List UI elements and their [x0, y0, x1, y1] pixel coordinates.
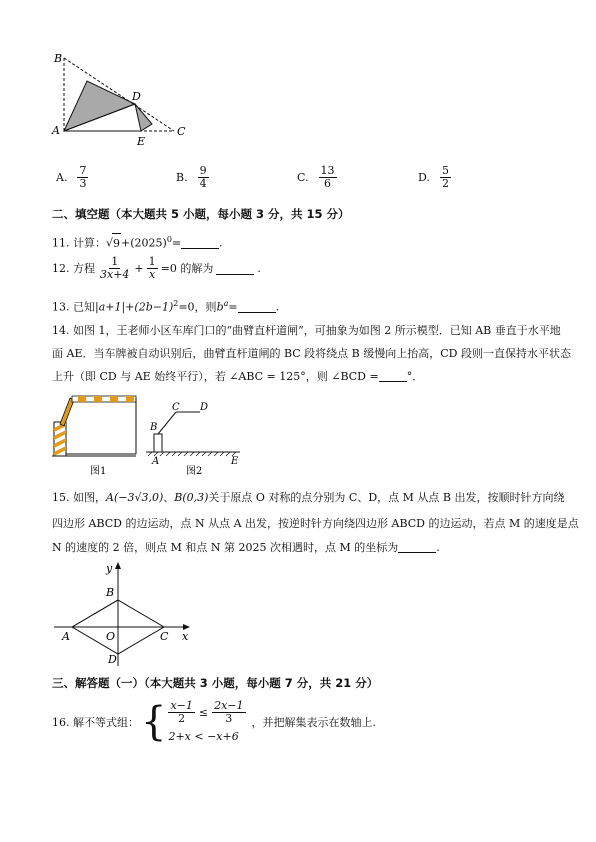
question-15-line-3	[52, 538, 440, 557]
q12-prefix: 12. 方程	[52, 261, 95, 275]
option-c[interactable]	[297, 165, 337, 189]
question-16	[52, 700, 376, 743]
question-13	[52, 294, 279, 317]
q11-mid: +(2025)	[121, 236, 167, 250]
q13-a: a	[223, 299, 229, 308]
q13-b: b	[216, 300, 224, 314]
question-12	[52, 256, 261, 280]
option-c-letter: C.	[297, 170, 309, 184]
option-d[interactable]	[418, 165, 451, 189]
q11-exp: 0	[166, 235, 172, 244]
fig2-label-d: D	[200, 402, 209, 413]
q13-expr: |a+1|+(2b−1)	[95, 300, 174, 314]
fig2-ground-hatch	[148, 452, 236, 456]
q13-eq: =0，则	[178, 300, 217, 314]
q16-ineq1-right: $\frac{2x-1}{3}$	[214, 699, 244, 725]
label-a: A	[52, 124, 60, 137]
question-15-line-1	[52, 488, 565, 507]
q13-exp: 2	[173, 299, 179, 308]
sqrt-sign: √	[106, 236, 114, 250]
option-b-letter: B.	[176, 170, 188, 184]
q12-fraction-1: $\frac{1}{3x+4}$	[100, 255, 130, 281]
q14-line3a: 上升（即 CD 与 AE 始终平行），若 ∠ABC = 125°，则 ∠BCD =	[52, 370, 379, 383]
q11-answer-blank[interactable]	[181, 236, 219, 249]
fig1-caption: 图1	[90, 466, 107, 477]
question-14-line-3	[52, 367, 423, 386]
figure-15	[50, 560, 200, 670]
fig2-label-e: E	[231, 456, 239, 467]
q16-prefix: 16. 解不等式组：	[52, 715, 139, 729]
section3-title: 三、解答题（一）（本大题共 3 小题，每小题 7 分，共 21 分）	[52, 676, 379, 690]
label-e: E	[137, 135, 146, 148]
q11-sqrt-arg: 9	[112, 233, 121, 253]
q16-ineq-1	[168, 700, 245, 724]
label-c: C	[160, 630, 169, 643]
option-a-letter: A.	[56, 170, 68, 184]
q16-system	[168, 700, 245, 743]
q15-sep: 、	[163, 491, 175, 504]
fig2-label-a: A	[152, 456, 160, 467]
segment-bc-diag	[72, 600, 118, 627]
q13-end: .	[275, 300, 280, 314]
q12-after: =0 的解为	[160, 261, 214, 275]
label-x: x	[182, 630, 189, 643]
q16-ineq-2: 2+x < −x+6	[168, 730, 239, 744]
q12-plus: +	[134, 261, 144, 275]
shaded-triangle-dec	[135, 104, 152, 131]
q15-answer-blank[interactable]	[398, 540, 436, 553]
option-a-fraction: $\frac{7}{3}$	[79, 164, 87, 190]
option-c-fraction: $\frac{13}{6}$	[320, 164, 335, 190]
figure-triangle	[48, 48, 198, 148]
figure-14	[48, 392, 248, 480]
y-axis-arrow	[115, 562, 121, 569]
fig2-label-b: B	[150, 422, 158, 433]
q15-line1a: 15. 如图，	[52, 491, 106, 504]
q13-eqend: =	[228, 300, 238, 314]
label-b: B	[54, 52, 63, 65]
q11-prefix: 11. 计算：	[52, 236, 106, 250]
q15-line3: N 的速度的 2 倍，则点 M 和点 N 第 2025 次相遇时，点 M 的坐标为	[52, 541, 399, 554]
q11-eq: =	[171, 236, 182, 250]
label-d: D	[108, 653, 117, 666]
label-d: D	[132, 90, 141, 103]
q15-line1b: 关于原点 O 对称的点分别为 C、D，点 M 从点 B 出发，按顺时针方向绕	[208, 491, 565, 504]
q15-point-b: B(0,3)	[174, 491, 209, 504]
question-14-line-2: 面 AE．当车牌被自动识别后，曲臂直杆道闸的 BC 段将绕点 B 缓慢向上抬高，CD 段则一直保持水平状态	[52, 347, 571, 360]
q12-end: .	[257, 261, 261, 275]
option-d-letter: D.	[418, 170, 430, 184]
fig2-caption: 图2	[186, 466, 203, 477]
q13-prefix: 13. 已知	[52, 300, 95, 314]
q15-point-a: A(−3√3,0)	[106, 491, 164, 504]
option-b-fraction: $\frac{9}{4}$	[199, 164, 207, 190]
label-o: O	[106, 630, 116, 643]
q11-end: .	[219, 236, 223, 250]
label-b: B	[106, 586, 115, 599]
q15-end: .	[436, 541, 440, 554]
question-11	[52, 230, 223, 253]
shaded-triangle-abd	[64, 81, 135, 131]
section2-title: 二、填空题（本大题共 5 小题，每小题 3 分，共 15 分）	[52, 207, 350, 221]
label-y: y	[106, 562, 113, 575]
q13-answer-blank[interactable]	[238, 300, 276, 313]
q14-line3b: °．	[406, 370, 424, 383]
q12-fraction-2: $\frac{1}{x}$	[148, 255, 156, 281]
q14-answer-blank[interactable]	[379, 369, 407, 382]
q16-brace: {	[141, 698, 167, 745]
fig2-post	[154, 434, 162, 452]
option-d-fraction: $\frac{5}{2}$	[441, 164, 449, 190]
question-15-line-2: 四边形 ABCD 的边运动，点 N 从点 A 出发，按逆时针方向绕四边形 ABCD 的边运动，若点 M 的速度是点	[52, 517, 579, 530]
fig2-segment-bc	[158, 412, 176, 434]
option-b[interactable]	[176, 165, 209, 189]
label-c: C	[177, 125, 186, 138]
q12-answer-blank[interactable]	[216, 262, 254, 275]
label-a: A	[62, 630, 70, 643]
fig2-label-c: C	[172, 402, 180, 413]
q16-ineq1-op: ≤	[198, 705, 209, 719]
option-a[interactable]	[56, 165, 88, 189]
q16-suffix: ，并把解集表示在数轴上.	[251, 715, 377, 729]
q16-ineq1-left: $\frac{x-1}{2}$	[170, 699, 193, 725]
question-14-line-1: 14. 如图 1，王老师小区车库门口的“曲臂直杆道闸”，可抽象为如图 2 所示模型．已知 AB 垂直于水平地	[52, 324, 561, 337]
